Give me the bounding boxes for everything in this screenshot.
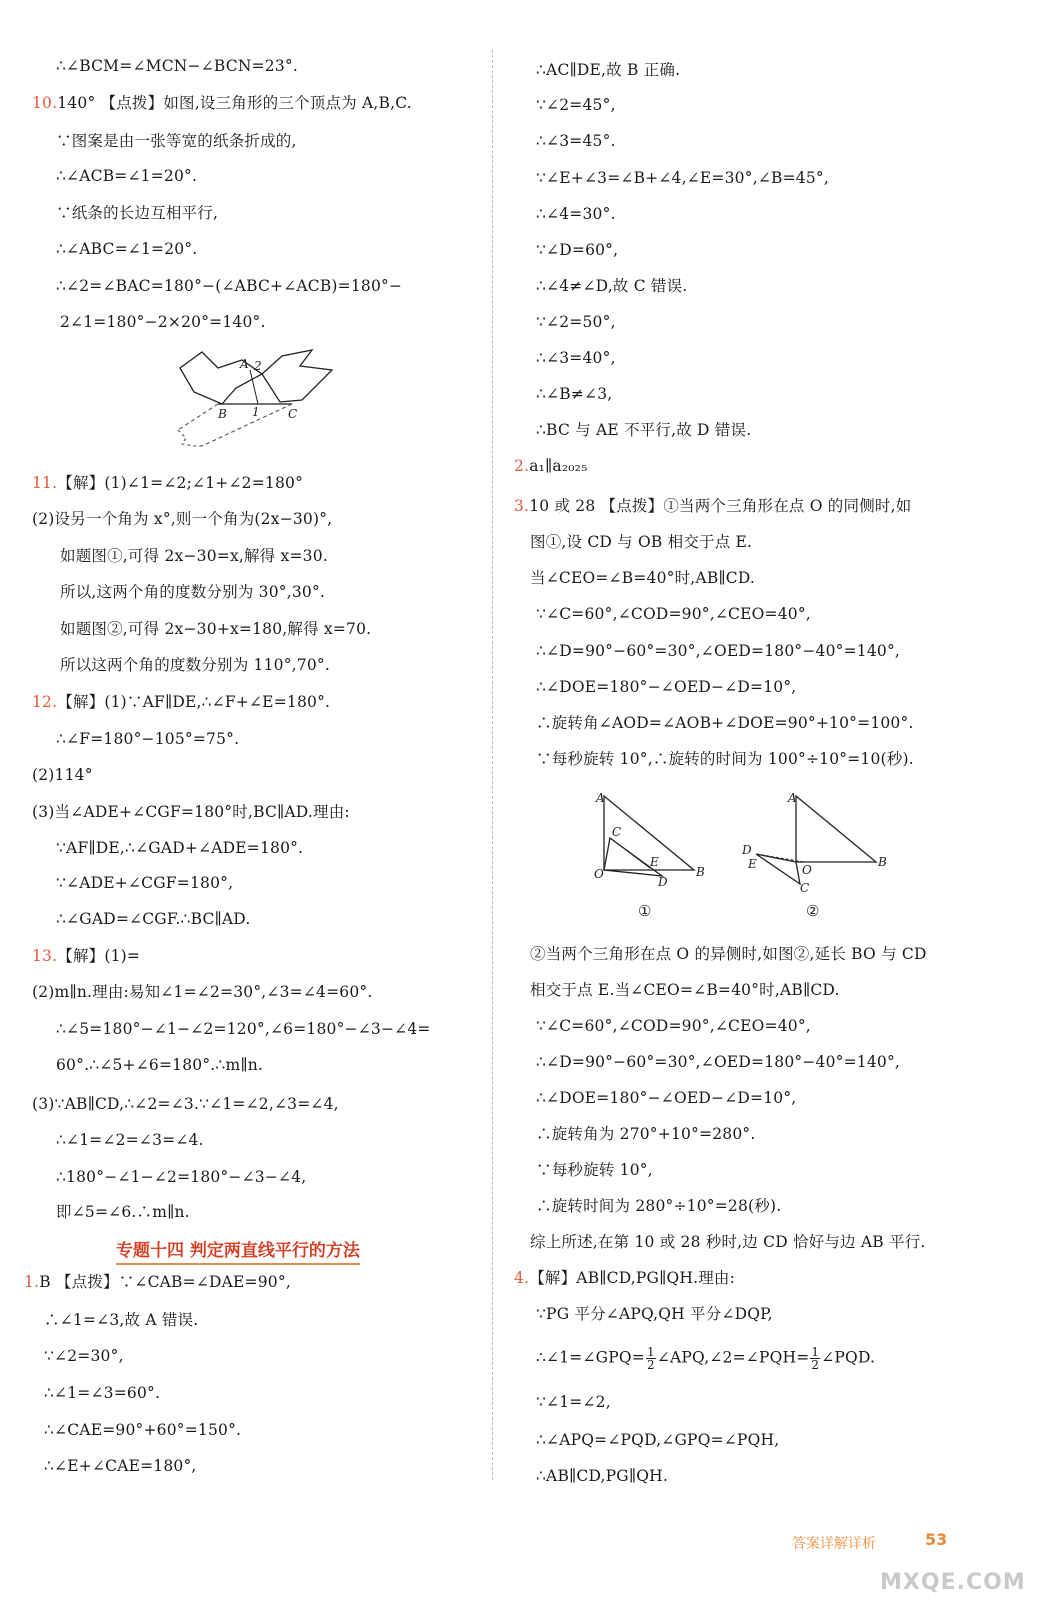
fig3-label-e: E: [748, 857, 757, 871]
left-line: [56, 1167, 306, 1187]
left-line: [32, 1094, 339, 1114]
fig3-label-d: D: [742, 843, 752, 857]
line-text: 如题图①,可得 2x−30=x,解得 x=30.: [60, 547, 328, 565]
line-text: ∴∠5=180°−∠1−∠2=120°,∠6=180°−∠3−∠4=: [56, 1020, 431, 1038]
line-text: ∵∠2=30°,: [44, 1347, 124, 1365]
left-line: [32, 509, 332, 529]
folded-strip-figure: [172, 346, 352, 452]
right-line: [536, 604, 811, 624]
right-line: [536, 1160, 653, 1180]
right-line: [536, 312, 616, 332]
line-text: 图①,设 CD 与 OB 相交于点 E.: [530, 533, 753, 551]
left-line: [56, 276, 402, 296]
right-line: [530, 944, 927, 964]
right-line: [536, 641, 900, 661]
line-text: (3)当∠ADE+∠CGF=180°时,BC∥AD.理由:: [32, 803, 350, 821]
fig2-label-c: C: [612, 825, 622, 839]
line-text: ∴∠3=40°,: [536, 349, 616, 367]
line-text: (2)m∥n.理由:易知∠1=∠2=30°,∠3=∠4=60°.: [32, 983, 373, 1001]
line-text: (2)114°: [32, 766, 93, 784]
right-line: [536, 384, 612, 404]
problem-number: 1.: [24, 1273, 40, 1291]
column-divider: [492, 50, 493, 1480]
left-line: [56, 1019, 431, 1039]
fraction: $\frac{1}{2}$: [647, 1345, 655, 1372]
line-text: ∴BC 与 AE 不平行,故 D 错误.: [536, 421, 752, 439]
line-text: ∴∠D=90°−60°=30°,∠OED=180°−40°=140°,: [536, 1053, 901, 1071]
line-text: ∴∠4≠∠D,故 C 错误.: [536, 277, 688, 295]
line-text: 所以,这两个角的度数分别为 30°,30°.: [60, 583, 326, 601]
fig1-label-c: C: [288, 407, 298, 421]
line-text: B 【点拨】∵∠CAB=∠DAE=90°,: [39, 1273, 291, 1291]
right-line: [536, 240, 618, 260]
line-text: 综上所述,在第 10 或 28 秒时,边 CD 恰好与边 AB 平行.: [530, 1233, 926, 1251]
right-line: [536, 1088, 796, 1108]
left-line: [56, 239, 197, 259]
line-text: 当∠CEO=∠B=40°时,AB∥CD.: [530, 569, 756, 587]
left-line: [56, 1130, 204, 1150]
line-text: ∵∠ADE+∠CGF=180°,: [56, 874, 234, 892]
left-line: [56, 873, 233, 893]
line-text: ∴AC∥DE,故 B 正确.: [536, 61, 681, 79]
fig2-label-a: A: [596, 791, 605, 805]
fig2-label-d: D: [658, 875, 668, 889]
line-text: (2)设另一个角为 x°,则一个角为(2x−30)°,: [32, 510, 333, 528]
fig2-label-b: B: [696, 865, 705, 879]
left-line: [60, 619, 371, 639]
line-text: ∵纸条的长边互相平行,: [56, 204, 219, 222]
right-line: [514, 1268, 735, 1288]
line-text: ∵∠E+∠3=∠B+∠4,∠E=30°,∠B=45°,: [536, 169, 829, 187]
line-text: 10 或 28 【点拨】①当两个三角形在点 O 的同侧时,如: [529, 497, 912, 515]
page-number: 53: [925, 1530, 948, 1549]
line-text: ∴旋转角为 270°+10°=280°.: [536, 1125, 756, 1143]
problem-number: 13.: [32, 947, 58, 965]
line-text: ∵∠C=60°,∠COD=90°,∠CEO=40°,: [536, 605, 811, 623]
left-line: [44, 1420, 241, 1440]
line-text: ∴∠ABC=∠1=20°.: [56, 240, 198, 258]
line-text: ∴∠E+∠CAE=180°,: [44, 1457, 197, 1475]
right-line: [536, 1346, 875, 1371]
left-line: [24, 1272, 291, 1292]
line-text: 相交于点 E.当∠CEO=∠B=40°时,AB∥CD.: [530, 981, 840, 999]
left-line: [56, 56, 298, 76]
left-line: [32, 473, 303, 493]
footer-label: 答案详解详析: [792, 1536, 876, 1552]
line-text: ∵PG 平分∠APQ,QH 平分∠DQP,: [536, 1305, 773, 1323]
right-line: [536, 749, 914, 769]
right-line: [536, 95, 616, 115]
line-text: ∴∠1=∠2=∠3=∠4.: [56, 1131, 204, 1149]
line-text: a₁∥a₂₀₂₅: [529, 457, 588, 475]
right-line: [536, 677, 796, 697]
line-text: ∠PQD.: [821, 1348, 876, 1367]
left-line: [32, 946, 140, 966]
line-text: ∴∠F=180°−105°=75°.: [56, 730, 240, 748]
right-line: [530, 568, 755, 588]
problem-number: 3.: [514, 497, 530, 515]
right-line: [536, 1430, 779, 1450]
left-line: [56, 131, 297, 151]
fig3-label-a: A: [788, 791, 797, 805]
right-line: [514, 496, 911, 516]
line-text: ∵∠2=50°,: [536, 313, 616, 331]
problem-number: 11.: [32, 474, 58, 492]
left-line: [56, 203, 218, 223]
line-text: ∴∠D=90°−60°=30°,∠OED=180°−40°=140°,: [536, 642, 901, 660]
left-line: [44, 1310, 198, 1330]
watermark-text: MXQE.COM: [880, 1570, 1026, 1595]
right-line: [536, 276, 687, 296]
left-line: [56, 838, 303, 858]
triangle-figure-2: [740, 788, 890, 928]
problem-number: 2.: [514, 457, 530, 475]
fraction: $\frac{1}{2}$: [811, 1345, 820, 1372]
line-text: ∵AF∥DE,∴∠GAD+∠ADE=180°.: [56, 839, 304, 857]
line-text: ∴∠B≠∠3,: [536, 385, 613, 403]
line-text: ∵每秒旋转 10°,: [536, 1161, 653, 1179]
left-line: [44, 1346, 124, 1366]
fig3-label-o: O: [802, 863, 812, 877]
triangle-figure-1: [590, 788, 720, 928]
left-line: [32, 765, 93, 785]
left-line: [60, 655, 330, 675]
left-line: [56, 909, 251, 929]
right-line: [536, 204, 616, 224]
line-text: ∵∠C=60°,∠COD=90°,∠CEO=40°,: [536, 1017, 811, 1035]
right-line: [536, 1304, 773, 1324]
line-text: ∴∠1=∠3=60°.: [44, 1384, 161, 1402]
fig2-label-e: E: [650, 855, 659, 869]
line-text: ∴AB∥CD,PG∥QH.: [536, 1467, 668, 1485]
line-text: ∴∠DOE=180°−∠OED−∠D=10°,: [536, 678, 797, 696]
left-line: [44, 1456, 197, 1476]
right-line: [536, 1016, 811, 1036]
problem-number: 12.: [32, 693, 58, 711]
left-line: [60, 312, 266, 332]
fig3-label-b: B: [878, 855, 887, 869]
problem-number: 4.: [514, 1269, 530, 1287]
line-text: ∴∠DOE=180°−∠OED−∠D=10°,: [536, 1089, 797, 1107]
line-text: 即∠5=∠6.∴m∥n.: [56, 1203, 190, 1221]
fig1-label-b: B: [218, 407, 227, 421]
right-line: [536, 1052, 900, 1072]
right-line: [530, 532, 752, 552]
line-text: ∴∠APQ=∠PQD,∠GPQ=∠PQH,: [536, 1431, 780, 1449]
right-line: [514, 456, 588, 476]
line-text: ∴∠ACB=∠1=20°.: [56, 167, 198, 185]
line-text: ∵图案是由一张等宽的纸条折成的,: [56, 132, 297, 150]
line-text: ∵∠2=45°,: [536, 96, 616, 114]
right-line: [536, 420, 751, 440]
line-text: ∴∠3=45°.: [536, 132, 616, 150]
right-line: [536, 713, 914, 733]
right-line: [536, 168, 829, 188]
left-line: [56, 1202, 190, 1222]
left-line: [60, 582, 325, 602]
line-text: 【解】(1)∠1=∠2;∠1+∠2=180°: [57, 474, 304, 492]
left-line: [32, 982, 373, 1002]
line-text: ∴旋转时间为 280°÷10°=28(秒).: [536, 1197, 782, 1215]
line-text: ∴∠4=30°.: [536, 205, 616, 223]
line-text: ∴∠GAD=∠CGF.∴BC∥AD.: [56, 910, 251, 928]
line-text: ∴180°−∠1−∠2=180°−∠3−∠4,: [56, 1168, 307, 1186]
line-text: 60°.∴∠5+∠6=180°.∴m∥n.: [56, 1056, 264, 1074]
line-text: 【解】(1)=: [57, 947, 141, 965]
right-line: [536, 1466, 668, 1486]
fig1-label-2: 2: [254, 359, 262, 373]
problem-number: 10.: [32, 94, 58, 112]
left-line: [44, 1383, 160, 1403]
right-line: [536, 348, 616, 368]
line-text: 【解】(1)∵AF∥DE,∴∠F+∠E=180°.: [57, 693, 331, 711]
left-line: [60, 546, 328, 566]
line-text: ∵∠D=60°,: [536, 241, 619, 259]
fig1-label-1: 1: [252, 405, 260, 419]
line-text: 【解】AB∥CD,PG∥QH.理由:: [529, 1269, 736, 1287]
line-text: (3)∵AB∥CD,∴∠2=∠3.∵∠1=∠2,∠3=∠4,: [32, 1095, 339, 1113]
line-text: ∴∠1=∠3,故 A 错误.: [44, 1311, 199, 1329]
right-line: [536, 131, 616, 151]
fig3-caption: ②: [806, 902, 820, 920]
fig2-caption: ①: [638, 902, 652, 920]
line-text: 所以这两个角的度数分别为 110°,70°.: [60, 656, 330, 674]
line-text: 140° 【点拨】如图,设三角形的三个顶点为 A,B,C.: [57, 94, 412, 112]
left-line: [32, 692, 330, 712]
line-text: ∴∠CAE=90°+60°=150°.: [44, 1421, 242, 1439]
left-line: [56, 166, 197, 186]
line-text: ②当两个三角形在点 O 的异侧时,如图②,延长 BO 与 CD: [530, 945, 927, 963]
line-text: ∠APQ,∠2=∠PQH=: [656, 1348, 810, 1367]
right-line: [536, 1392, 611, 1412]
right-line: [536, 1124, 755, 1144]
line-text: ∴∠1=∠GPQ=: [536, 1348, 645, 1367]
fig2-label-o: O: [594, 867, 604, 881]
fig1-label-a: A: [240, 357, 249, 371]
right-line: [530, 980, 840, 1000]
left-line: [32, 93, 412, 113]
line-text: ∴∠BCM=∠MCN−∠BCN=23°.: [56, 57, 298, 75]
line-text: ∵∠1=∠2,: [536, 1393, 611, 1411]
line-text: 如题图②,可得 2x−30+x=180,解得 x=70.: [60, 620, 372, 638]
line-text: ∴旋转角∠AOD=∠AOB+∠DOE=90°+10°=100°.: [536, 714, 914, 732]
line-text: ∵每秒旋转 10°,∴旋转的时间为 100°÷10°=10(秒).: [536, 750, 914, 768]
line-text: 2∠1=180°−2×20°=140°.: [60, 313, 266, 331]
section-title: 专题十四 判定两直线平行的方法: [116, 1236, 360, 1265]
right-line: [530, 1232, 926, 1252]
left-line: [32, 802, 350, 822]
left-line: [56, 729, 239, 749]
right-line: [536, 60, 680, 80]
right-line: [536, 1196, 781, 1216]
fig3-label-c: C: [800, 881, 810, 895]
left-line: [56, 1055, 263, 1075]
line-text: ∴∠2=∠BAC=180°−(∠ABC+∠ACB)=180°−: [56, 277, 403, 295]
